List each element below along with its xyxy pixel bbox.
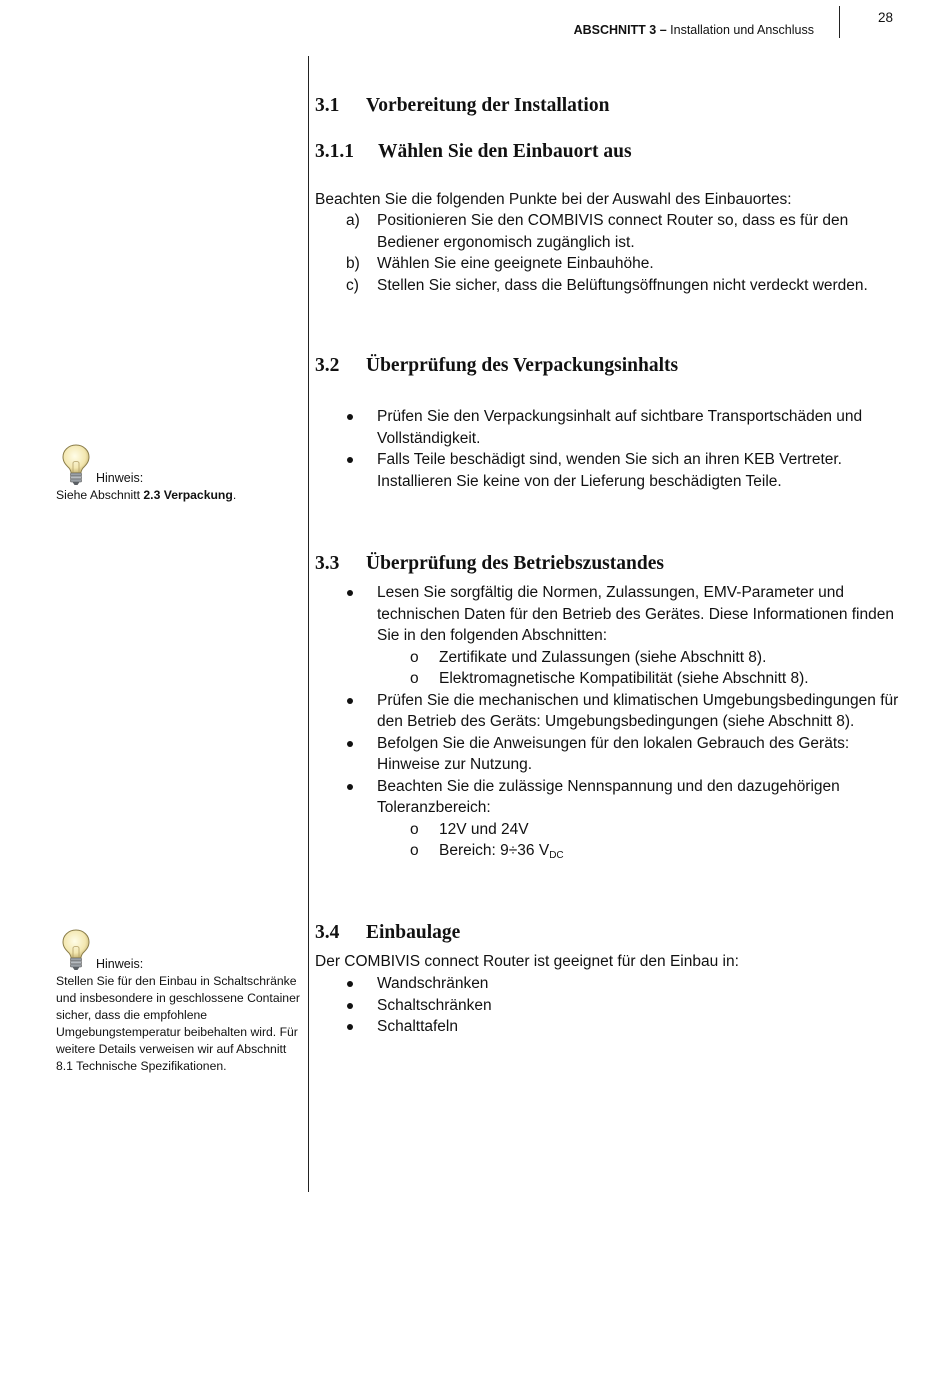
list-marker: c): [346, 276, 359, 294]
lightbulb-icon: [62, 929, 90, 971]
note-1-label: Hinweis:: [96, 471, 144, 485]
bullet-marker: [347, 784, 353, 790]
sub-list-marker: o: [410, 820, 419, 838]
sub-list: [377, 647, 905, 690]
heading-number: 3.2: [315, 355, 340, 376]
bullet-item: [315, 449, 890, 492]
section-3-1-1-list: [315, 210, 905, 296]
heading-3-4: [315, 922, 460, 944]
bullet-item-text: Befolgen Sie die Anweisungen für den lokalen Gebrauch des Geräts: Hinweise zur Nutzung.: [377, 734, 850, 773]
bullet-marker: [347, 698, 353, 704]
bullet-item: [315, 690, 905, 733]
bullet-item: [315, 406, 890, 449]
bullet-item-text: Schaltschränken: [377, 996, 492, 1014]
heading-3-3: [315, 553, 664, 575]
list-item-text: Positionieren Sie den COMBIVIS connect Router so, dass es für den Bediener ergonomisch zugänglich ist.: [377, 212, 849, 251]
heading-3-2: [315, 355, 678, 377]
list-item: [315, 275, 905, 297]
section-3-3-list: [315, 582, 905, 867]
bullet-item-text: Beachten Sie die zulässige Nennspannung und den dazugehörigen Toleranzbereich:: [377, 777, 840, 816]
bullet-item: [315, 1016, 905, 1038]
note-1-text-suffix: .: [232, 488, 237, 502]
heading-3-1-1: [315, 141, 632, 163]
heading-number: 3.1.1: [315, 141, 354, 162]
running-header: [574, 23, 814, 37]
header-section-bold: ABSCHNITT 3 –: [573, 23, 667, 37]
header-divider: [839, 6, 840, 38]
list-item: [315, 210, 905, 253]
note-2-text: Stellen Sie für den Einbau in Schaltschränke und insbesondere in geschlossene Container sicher, dass die empfohlene Umgebungstemperatur beibehalten wird. Für weitere Details verweisen wir auf Abschnitt 8.1 Technische Spezifikationen.: [56, 974, 300, 1073]
sub-list-marker: o: [410, 670, 419, 687]
lightbulb-icon: [62, 444, 90, 486]
bullet-item: [315, 973, 905, 995]
bullet-item: [315, 733, 905, 776]
note-1-text: [56, 487, 236, 504]
bullet-marker: [347, 981, 353, 987]
heading-title: Einbaulage: [366, 922, 461, 943]
section-3-1-1-intro: Beachten Sie die folgenden Punkte bei der Auswahl des Einbauortes:: [315, 191, 792, 208]
bullet-item-text: Falls Teile beschädigt sind, wenden Sie sich an ihren KEB Vertreter. Installieren Sie keine von der Lieferung beschädigten Teile.: [377, 451, 842, 490]
list-item: [315, 253, 905, 275]
sub-list-marker: o: [410, 842, 419, 859]
sub-list-item: [377, 819, 905, 841]
heading-number: 3.4: [315, 922, 340, 943]
heading-3-1: [315, 95, 609, 117]
section-3-4-list: [315, 973, 905, 1038]
column-divider: [308, 56, 309, 1192]
note-1-text-prefix: Siehe Abschnitt: [56, 488, 144, 502]
bullet-marker: [347, 741, 353, 747]
sub-list: [377, 819, 905, 867]
sub-list-item-text: Elektromagnetische Kompatibilität (siehe Abschnitt 8).: [439, 670, 809, 687]
bullet-item: [315, 582, 905, 690]
heading-number: 3.3: [315, 553, 340, 574]
note-1-text-reference: 2.3 Verpackung: [143, 488, 233, 502]
bullet-item-text: Schalttafeln: [377, 1018, 458, 1035]
page-number: 28: [878, 10, 894, 25]
note-lightbulb-1: [62, 444, 90, 491]
bullet-item-text: Prüfen Sie die mechanischen und klimatischen Umgebungsbedingungen für den Betrieb des Geräts: Umgebungsbedingungen (siehe Abschnitt 8).: [377, 691, 899, 730]
bullet-marker: [347, 1003, 353, 1009]
heading-number: 3.1: [315, 95, 340, 116]
heading-title: Überprüfung des Verpackungsinhalts: [366, 355, 679, 376]
bullet-item-text: Prüfen Sie den Verpackungsinhalt auf sichtbare Transportschäden und Vollständigkeit.: [377, 408, 863, 447]
sub-list-item-text: Bereich: 9÷36 V: [439, 842, 550, 859]
section-3-2-list: [315, 406, 890, 492]
bullet-item-text: Wandschränken: [377, 975, 489, 992]
heading-title: Wählen Sie den Einbauort aus: [378, 141, 632, 162]
heading-title: Überprüfung des Betriebszustandes: [366, 553, 664, 574]
sub-list-item: [377, 668, 905, 690]
heading-title: Vorbereitung der Installation: [366, 95, 610, 116]
bullet-marker: [347, 457, 353, 463]
header-section-title: Installation und Anschluss: [666, 23, 814, 37]
bullet-item: [315, 776, 905, 867]
list-marker: b): [346, 255, 360, 272]
list-item-text: Stellen Sie sicher, dass die Belüftungsöffnungen nicht verdeckt werden.: [377, 276, 868, 294]
bullet-item-text: Lesen Sie sorgfältig die Normen, Zulassungen, EMV-Parameter und technischen Daten für den Betrieb des Gerätes. Diese Informationen finden Sie in den folgenden Abschnitten:: [377, 584, 894, 644]
sub-list-marker: o: [410, 648, 419, 666]
bullet-marker: [347, 1024, 353, 1030]
sub-list-item-text: Zertifikate und Zulassungen (siehe Abschnitt 8).: [439, 648, 767, 666]
list-item-text: Wählen Sie eine geeignete Einbauhöhe.: [377, 255, 654, 272]
section-3-4-intro: Der COMBIVIS connect Router ist geeignet für den Einbau in:: [315, 953, 739, 970]
list-marker: a): [346, 212, 360, 229]
sub-list-item: [377, 647, 905, 669]
bullet-item: [315, 995, 905, 1017]
note-lightbulb-2: [62, 929, 90, 976]
sub-list-item-text: 12V und 24V: [439, 820, 529, 838]
bullet-marker: [347, 414, 353, 420]
bullet-marker: [347, 590, 353, 596]
voltage-subscript: DC: [549, 850, 564, 861]
sub-list-item: [377, 840, 905, 867]
note-2-label: Hinweis:: [96, 957, 144, 971]
